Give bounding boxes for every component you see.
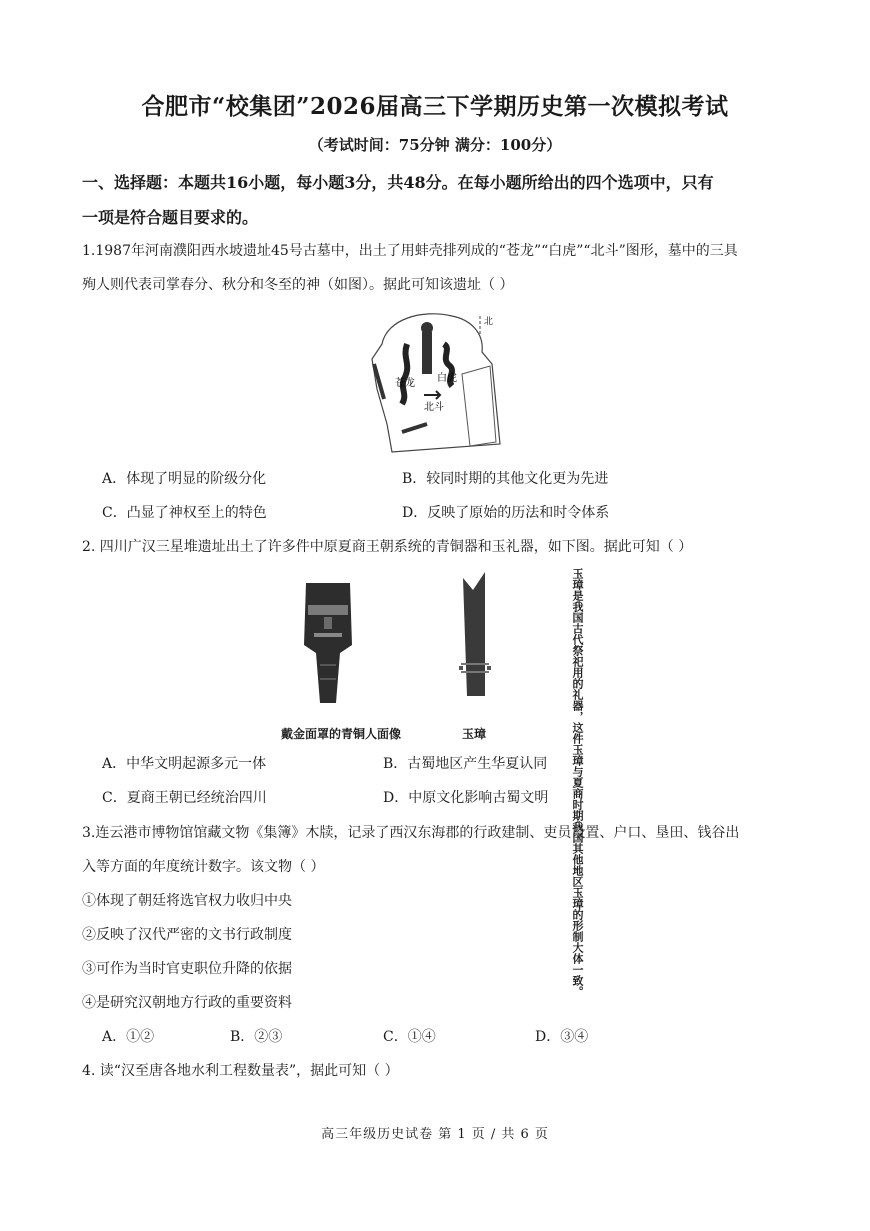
gold-mask-mouth: [314, 633, 342, 637]
section-instructions-line2: 一项是符合题目要求的。: [82, 208, 259, 227]
dipper-label: 北斗: [424, 402, 444, 413]
tiger-label: 白虎: [437, 373, 457, 384]
jade-zhang-illustration: [455, 568, 495, 702]
q4-stem: 4. 读“汉至唐各地水利工程数量表”，据此可知（ ）: [82, 1063, 399, 1079]
page-footer: 高三年级历史试卷 第 1 页 / 共 6 页: [321, 1127, 549, 1142]
q1-option-a[interactable]: A．体现了明显的阶级分化: [102, 471, 267, 487]
caption-bronze-head: 戴金面罩的青铜人面像: [281, 727, 402, 741]
q3-item-3: ③可作为当时官吏职位升降的依据: [82, 961, 292, 977]
q3-item-2: ②反映了汉代严密的文书行政制度: [82, 927, 292, 943]
q1-stem-line1: 1.1987年河南濮阳西水坡遗址45号古墓中，出土了用蚌壳排列成的“苍龙”“白虎”“北斗”图形，墓中的三具: [82, 243, 738, 259]
q1-option-b[interactable]: B．较同时期的其他文化更为先进: [402, 471, 609, 487]
skull-shape: [421, 322, 433, 334]
human-skeleton-shape: [422, 332, 432, 374]
gold-mask-eyes: [308, 605, 348, 615]
q2-jade-zhang-image: [455, 568, 495, 702]
jade-zhang-tooth-left: [459, 666, 463, 670]
q1-stem-line2: 殉人则代表司掌春分、秋分和冬至的神（如图）。据此可知该遗址（ ）: [82, 277, 514, 293]
exam-subtitle: （考试时间：75分钟 满分：100分）: [308, 136, 562, 154]
q3-stem-line1: 3.连云港市博物馆馆藏文物《集簿》木牍，记录了西汉东海郡的行政建制、吏员设置、户口、垦田、钱谷出: [82, 825, 740, 841]
dragon-label: 苍龙: [395, 378, 415, 389]
q2-bronze-head-image: [296, 575, 360, 705]
dipper-arrow: [424, 391, 440, 399]
q3-option-a[interactable]: A．①②: [102, 1029, 155, 1045]
gold-mask-nose: [324, 617, 332, 629]
jade-zhang-body: [463, 572, 485, 696]
q3-item-1: ①体现了朝廷将选官权力收归中央: [82, 893, 292, 909]
q1-tomb-figure: [362, 304, 512, 454]
q3-option-d[interactable]: D．③④: [535, 1029, 589, 1045]
q3-option-b[interactable]: B．②③: [230, 1029, 283, 1045]
bronze-head-body: [304, 583, 352, 703]
jade-zhang-tooth-right: [487, 666, 491, 670]
q3-option-c[interactable]: C．①④: [383, 1029, 436, 1045]
caption-jade-zhang: 玉璋: [462, 727, 487, 741]
note-col-4: 大体一致。: [571, 942, 584, 997]
note-col-2: 礼器，这件玉璋与夏商时期: [571, 689, 584, 821]
q2-option-b[interactable]: B．古蜀地区产生华夏认同: [383, 756, 548, 772]
tomb-diagram: [362, 304, 512, 454]
q3-item-4: ④是研究汉朝地方行政的重要资料: [82, 995, 292, 1011]
south-skeleton: [402, 424, 427, 432]
q3-stem-line2: 入等方面的年度统计数字。该文物（ ）: [82, 859, 325, 875]
note-col-3: 我国其他地区玉璋的形制: [571, 821, 584, 942]
q2-option-c[interactable]: C．夏商王朝已经统治四川: [102, 790, 267, 806]
section-instructions-line1: 一、选择题：本题共16小题，每小题3分，共48分。在每小题所给出的四个选项中，只有: [82, 173, 714, 192]
q2-stem: 2. 四川广汉三星堆遗址出土了许多件中原夏商王朝系统的青铜器和玉礼器，如下图。据此可知（ ）: [82, 539, 693, 555]
tomb-outline: [372, 314, 500, 452]
note-col-1: 玉璋是我国古代祭祀用的: [571, 568, 584, 689]
side-pit: [462, 366, 496, 446]
north-label: 北: [484, 317, 494, 327]
dragon-shape: [402, 344, 407, 404]
q2-option-d[interactable]: D．中原文化影响古蜀文明: [383, 790, 549, 806]
q2-jade-note: [528, 568, 584, 997]
q2-option-a[interactable]: A．中华文明起源多元一体: [102, 756, 267, 772]
exam-title: 合肥市“校集团”2026届高三下学期历史第一次模拟考试: [141, 93, 729, 120]
bronze-head-illustration: [296, 575, 360, 705]
q1-option-c[interactable]: C．凸显了神权至上的特色: [102, 505, 267, 521]
q1-option-d[interactable]: D．反映了原始的历法和时令体系: [402, 505, 610, 521]
